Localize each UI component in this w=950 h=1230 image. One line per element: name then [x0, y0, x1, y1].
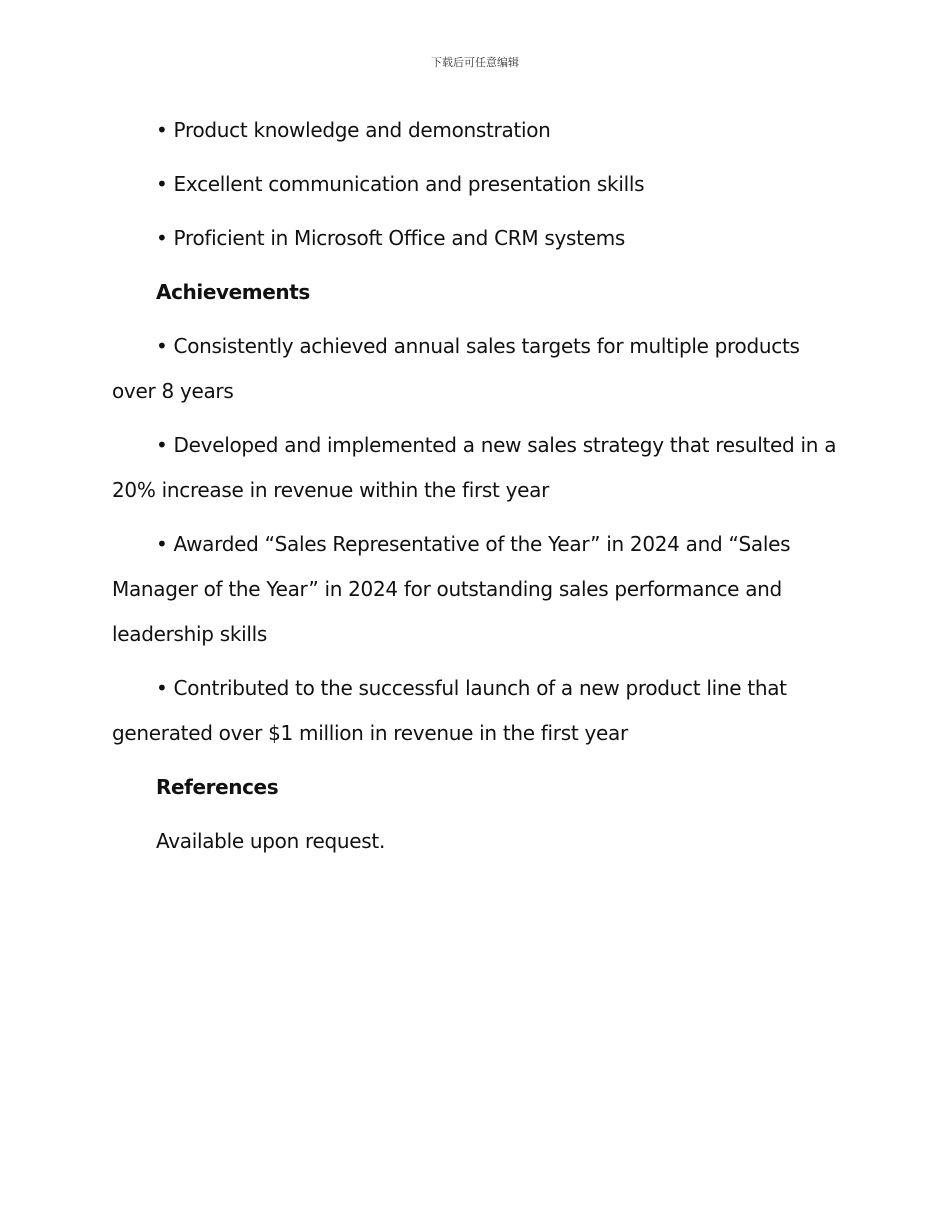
achievement-item: • Consistently achieved annual sales targets for multiple products over 8 years [112, 334, 800, 403]
achievement-item: • Developed and implemented a new sales strategy that resulted in a 20% increase in revenue within the first year [112, 433, 837, 502]
skill-item: • Proficient in Microsoft Office and CRM systems [156, 226, 625, 250]
skill-item: • Excellent communication and presentation skills [156, 172, 645, 196]
skill-item: • Product knowledge and demonstration [156, 118, 551, 142]
references-text: Available upon request. [156, 829, 386, 853]
achievement-item: • Awarded “Sales Representative of the Year” in 2024 and “Sales Manager of the Year” in 2024 for outstanding sales performance and leadership skills [112, 532, 791, 646]
achievement-item: • Contributed to the successful launch of a new product line that generated over $1 million in revenue in the first year [112, 676, 787, 745]
download-edit-note: 下载后可任意编辑 [431, 56, 519, 69]
achievements-heading: Achievements [156, 280, 310, 304]
document-body [112, 108, 840, 873]
references-heading: References [156, 775, 279, 799]
